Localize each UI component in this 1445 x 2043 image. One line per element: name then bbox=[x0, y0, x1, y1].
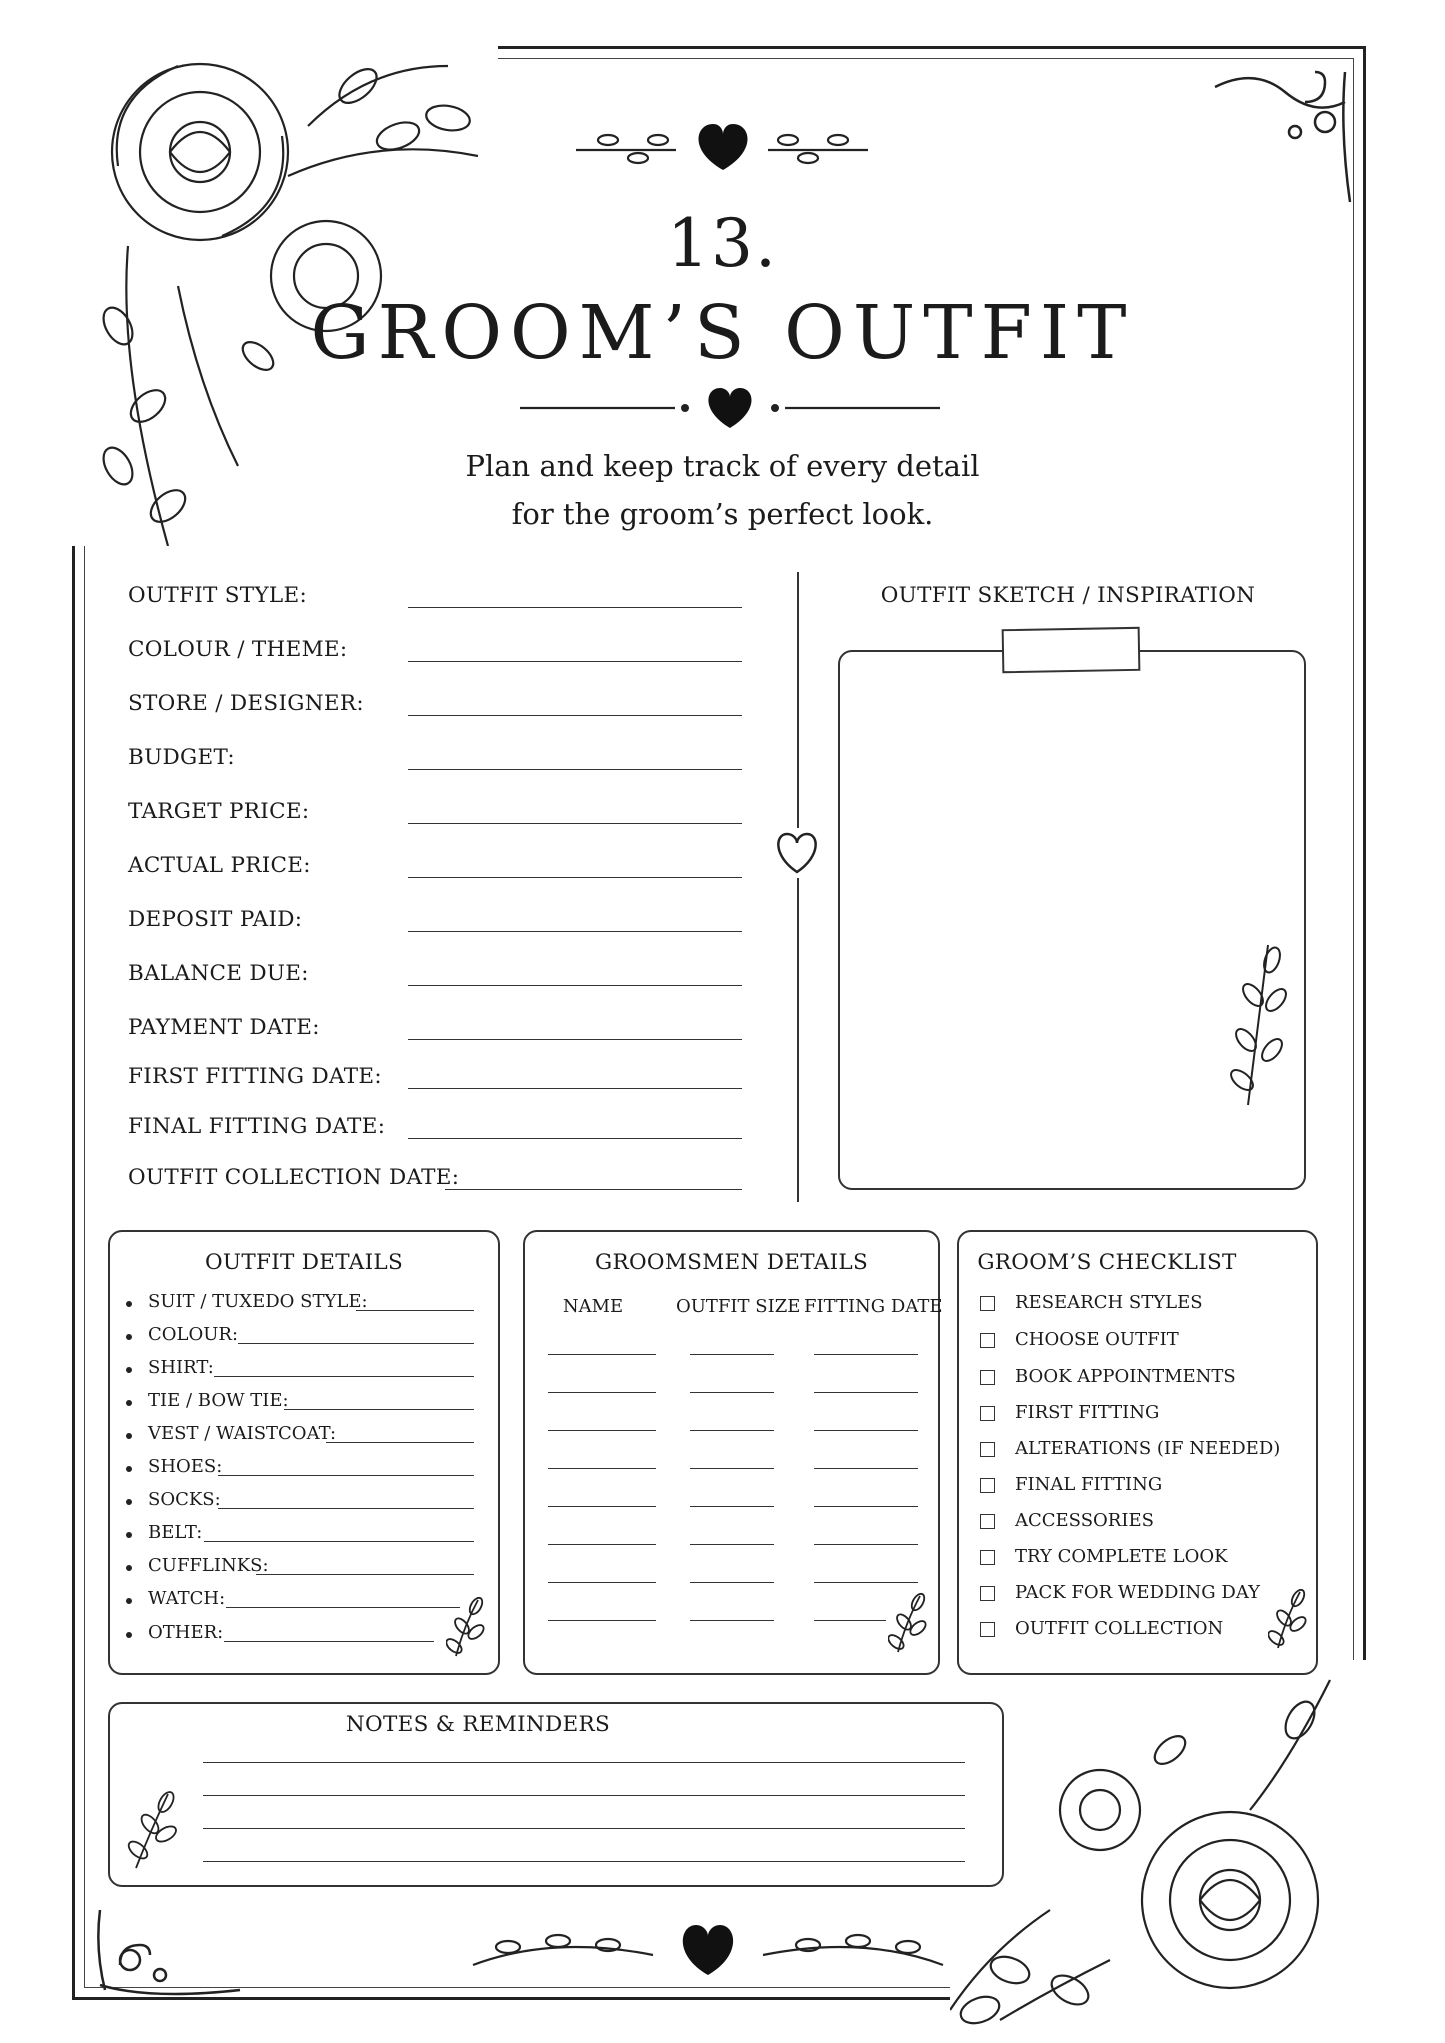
bullet bbox=[126, 1532, 132, 1538]
checklist-item-label: TRY COMPLETE LOOK bbox=[1015, 1546, 1228, 1567]
field-label-final-fitting-date: FINAL FITTING DATE: bbox=[128, 1114, 386, 1139]
checklist-item-label: FINAL FITTING bbox=[1015, 1474, 1163, 1495]
outfit-detail-line[interactable] bbox=[218, 1508, 474, 1509]
outfit-detail-label: CUFFLINKS: bbox=[148, 1555, 269, 1576]
field-label-store-designer: STORE / DESIGNER: bbox=[128, 691, 364, 716]
checklist-item-label: OUTFIT COLLECTION bbox=[1015, 1618, 1224, 1639]
column-divider bbox=[797, 572, 799, 1202]
outfit-detail-line[interactable] bbox=[214, 1376, 474, 1377]
field-line-actual-price[interactable] bbox=[408, 877, 742, 878]
outfit-detail-line[interactable] bbox=[224, 1641, 434, 1642]
checklist-checkbox[interactable] bbox=[980, 1622, 995, 1637]
field-line-target-price[interactable] bbox=[408, 823, 742, 824]
groomsman-date-line[interactable] bbox=[814, 1354, 918, 1355]
heart-ornament-bottom bbox=[468, 1915, 948, 1985]
checklist-item-label: PACK FOR WEDDING DAY bbox=[1015, 1582, 1260, 1603]
field-line-final-fitting-date[interactable] bbox=[408, 1138, 742, 1139]
bullet bbox=[126, 1466, 132, 1472]
heart-icon bbox=[698, 124, 747, 170]
column-header-name: NAME bbox=[562, 1296, 624, 1317]
groomsmen-details-title: GROOMSMEN DETAILS bbox=[595, 1250, 868, 1275]
groomsman-name-line[interactable] bbox=[548, 1506, 656, 1507]
field-label-balance-due: BALANCE DUE: bbox=[128, 961, 309, 986]
outfit-detail-label: SHOES: bbox=[148, 1456, 223, 1477]
notes-line[interactable] bbox=[203, 1795, 965, 1796]
groomsman-date-line[interactable] bbox=[814, 1506, 918, 1507]
field-line-outfit-collection-date[interactable] bbox=[445, 1189, 742, 1190]
sketch-title: OUTFIT SKETCH / INSPIRATION bbox=[880, 583, 1256, 608]
leaf-branch-icon bbox=[1268, 1588, 1308, 1650]
checklist-checkbox[interactable] bbox=[980, 1406, 995, 1421]
groomsman-size-line[interactable] bbox=[690, 1354, 774, 1355]
groomsman-date-line[interactable] bbox=[814, 1430, 918, 1431]
groomsman-name-line[interactable] bbox=[548, 1354, 656, 1355]
page-title: GROOM’S OUTFIT bbox=[310, 290, 1135, 376]
outfit-detail-label: WATCH: bbox=[148, 1588, 226, 1609]
groomsman-size-line[interactable] bbox=[690, 1582, 774, 1583]
outfit-detail-line[interactable] bbox=[238, 1343, 474, 1344]
checklist-title: GROOM’S CHECKLIST bbox=[977, 1250, 1237, 1275]
field-label-colour-theme: COLOUR / THEME: bbox=[128, 637, 348, 662]
bullet bbox=[126, 1334, 132, 1340]
field-line-first-fitting-date[interactable] bbox=[408, 1088, 742, 1089]
outfit-details-title: OUTFIT DETAILS bbox=[205, 1250, 403, 1275]
checklist-item-label: RESEARCH STYLES bbox=[1015, 1292, 1203, 1313]
leaf-branch-icon bbox=[888, 1592, 928, 1654]
groomsman-name-line[interactable] bbox=[548, 1544, 656, 1545]
tape-decoration bbox=[1002, 627, 1141, 673]
field-line-colour-theme[interactable] bbox=[408, 661, 742, 662]
field-line-outfit-style[interactable] bbox=[408, 607, 742, 608]
groomsman-date-line[interactable] bbox=[814, 1544, 918, 1545]
field-label-outfit-collection-date: OUTFIT COLLECTION DATE: bbox=[128, 1165, 460, 1190]
groomsman-date-line[interactable] bbox=[814, 1392, 918, 1393]
checklist-checkbox[interactable] bbox=[980, 1333, 995, 1348]
groomsman-size-line[interactable] bbox=[690, 1430, 774, 1431]
field-label-deposit-paid: DEPOSIT PAID: bbox=[128, 907, 303, 932]
leaf-branch-icon bbox=[446, 1596, 486, 1658]
checklist-item-label: ALTERATIONS (IF NEEDED) bbox=[1015, 1438, 1281, 1459]
groomsman-name-line[interactable] bbox=[548, 1582, 656, 1583]
outfit-detail-line[interactable] bbox=[204, 1541, 474, 1542]
notes-line[interactable] bbox=[203, 1828, 965, 1829]
bullet bbox=[126, 1565, 132, 1571]
bullet bbox=[126, 1367, 132, 1373]
bullet bbox=[126, 1301, 132, 1307]
page-subtitle bbox=[0, 442, 1445, 538]
outfit-detail-label: SOCKS: bbox=[148, 1489, 221, 1510]
notes-line[interactable] bbox=[203, 1861, 965, 1862]
heart-icon bbox=[683, 1925, 733, 1975]
field-label-target-price: TARGET PRICE: bbox=[128, 799, 310, 824]
groomsman-date-line[interactable] bbox=[814, 1582, 918, 1583]
outfit-detail-line[interactable] bbox=[218, 1475, 474, 1476]
rose-corner-bottom-right bbox=[950, 1660, 1390, 2030]
checklist-checkbox[interactable] bbox=[980, 1514, 995, 1529]
outfit-detail-line[interactable] bbox=[326, 1442, 474, 1443]
field-label-budget: BUDGET: bbox=[128, 745, 235, 770]
column-header-fitting-date: FITTING DATE bbox=[804, 1296, 943, 1317]
field-line-store-designer[interactable] bbox=[408, 715, 742, 716]
outfit-detail-line[interactable] bbox=[356, 1310, 474, 1311]
field-line-payment-date[interactable] bbox=[408, 1039, 742, 1040]
field-label-outfit-style: OUTFIT STYLE: bbox=[128, 583, 308, 608]
field-label-first-fitting-date: FIRST FITTING DATE: bbox=[128, 1064, 382, 1089]
groomsman-name-line[interactable] bbox=[548, 1392, 656, 1393]
outfit-detail-label: VEST / WAISTCOAT: bbox=[148, 1423, 337, 1444]
checklist-item-label: ACCESSORIES bbox=[1015, 1510, 1154, 1531]
leaf-branch-icon bbox=[126, 1790, 182, 1870]
groomsman-size-line[interactable] bbox=[690, 1620, 774, 1621]
outfit-detail-line[interactable] bbox=[256, 1574, 474, 1575]
groomsman-name-line[interactable] bbox=[548, 1430, 656, 1431]
outfit-detail-label: BELT: bbox=[148, 1522, 203, 1543]
bullet bbox=[126, 1598, 132, 1604]
bullet bbox=[126, 1632, 132, 1638]
leaf-branch-icon bbox=[1228, 940, 1288, 1110]
checklist-item-label: FIRST FITTING bbox=[1015, 1402, 1160, 1423]
outfit-detail-label: SHIRT: bbox=[148, 1357, 214, 1378]
outfit-detail-label: SUIT / TUXEDO STYLE: bbox=[148, 1291, 368, 1312]
bullet bbox=[126, 1400, 132, 1406]
subtitle-line-2: for the groom’s perfect look. bbox=[511, 497, 934, 531]
flourish-icon bbox=[90, 1905, 250, 2000]
field-label-actual-price: ACTUAL PRICE: bbox=[128, 853, 311, 878]
checklist-item-label: CHOOSE OUTFIT bbox=[1015, 1329, 1179, 1350]
field-line-balance-due[interactable] bbox=[408, 985, 742, 986]
groomsman-name-line[interactable] bbox=[548, 1468, 656, 1469]
checklist-checkbox[interactable] bbox=[980, 1442, 995, 1457]
subtitle-line-1: Plan and keep track of every detail bbox=[465, 449, 980, 483]
heart-outline-icon bbox=[771, 828, 823, 878]
outfit-detail-line[interactable] bbox=[226, 1607, 460, 1608]
checklist-item-label: BOOK APPOINTMENTS bbox=[1015, 1366, 1236, 1387]
checklist-checkbox[interactable] bbox=[980, 1550, 995, 1565]
outfit-detail-label: TIE / BOW TIE: bbox=[148, 1390, 289, 1411]
bullet bbox=[126, 1433, 132, 1439]
section-number: 13. bbox=[667, 205, 778, 282]
field-line-deposit-paid[interactable] bbox=[408, 931, 742, 932]
groomsman-size-line[interactable] bbox=[690, 1392, 774, 1393]
field-label-payment-date: PAYMENT DATE: bbox=[128, 1015, 320, 1040]
groomsman-date-line[interactable] bbox=[814, 1620, 886, 1621]
title-divider bbox=[520, 386, 940, 430]
column-header-outfit-size: OUTFIT SIZE bbox=[676, 1296, 801, 1317]
outfit-detail-line[interactable] bbox=[284, 1409, 474, 1410]
groomsman-name-line[interactable] bbox=[548, 1620, 656, 1621]
field-line-budget[interactable] bbox=[408, 769, 742, 770]
checklist-checkbox[interactable] bbox=[980, 1478, 995, 1493]
outfit-detail-label: OTHER: bbox=[148, 1622, 224, 1643]
groomsman-size-line[interactable] bbox=[690, 1468, 774, 1469]
bullet bbox=[126, 1499, 132, 1505]
notes-line[interactable] bbox=[203, 1762, 965, 1763]
flourish-icon bbox=[1205, 62, 1355, 212]
heart-ornament-top bbox=[568, 120, 878, 180]
heart-icon bbox=[708, 388, 751, 428]
checklist-checkbox[interactable] bbox=[980, 1296, 995, 1311]
groomsman-date-line[interactable] bbox=[814, 1468, 918, 1469]
checklist-checkbox[interactable] bbox=[980, 1370, 995, 1385]
groomsman-size-line[interactable] bbox=[690, 1506, 774, 1507]
groomsman-size-line[interactable] bbox=[690, 1544, 774, 1545]
checklist-checkbox[interactable] bbox=[980, 1586, 995, 1601]
outfit-detail-label: COLOUR: bbox=[148, 1324, 239, 1345]
notes-title: NOTES & REMINDERS bbox=[345, 1712, 611, 1737]
